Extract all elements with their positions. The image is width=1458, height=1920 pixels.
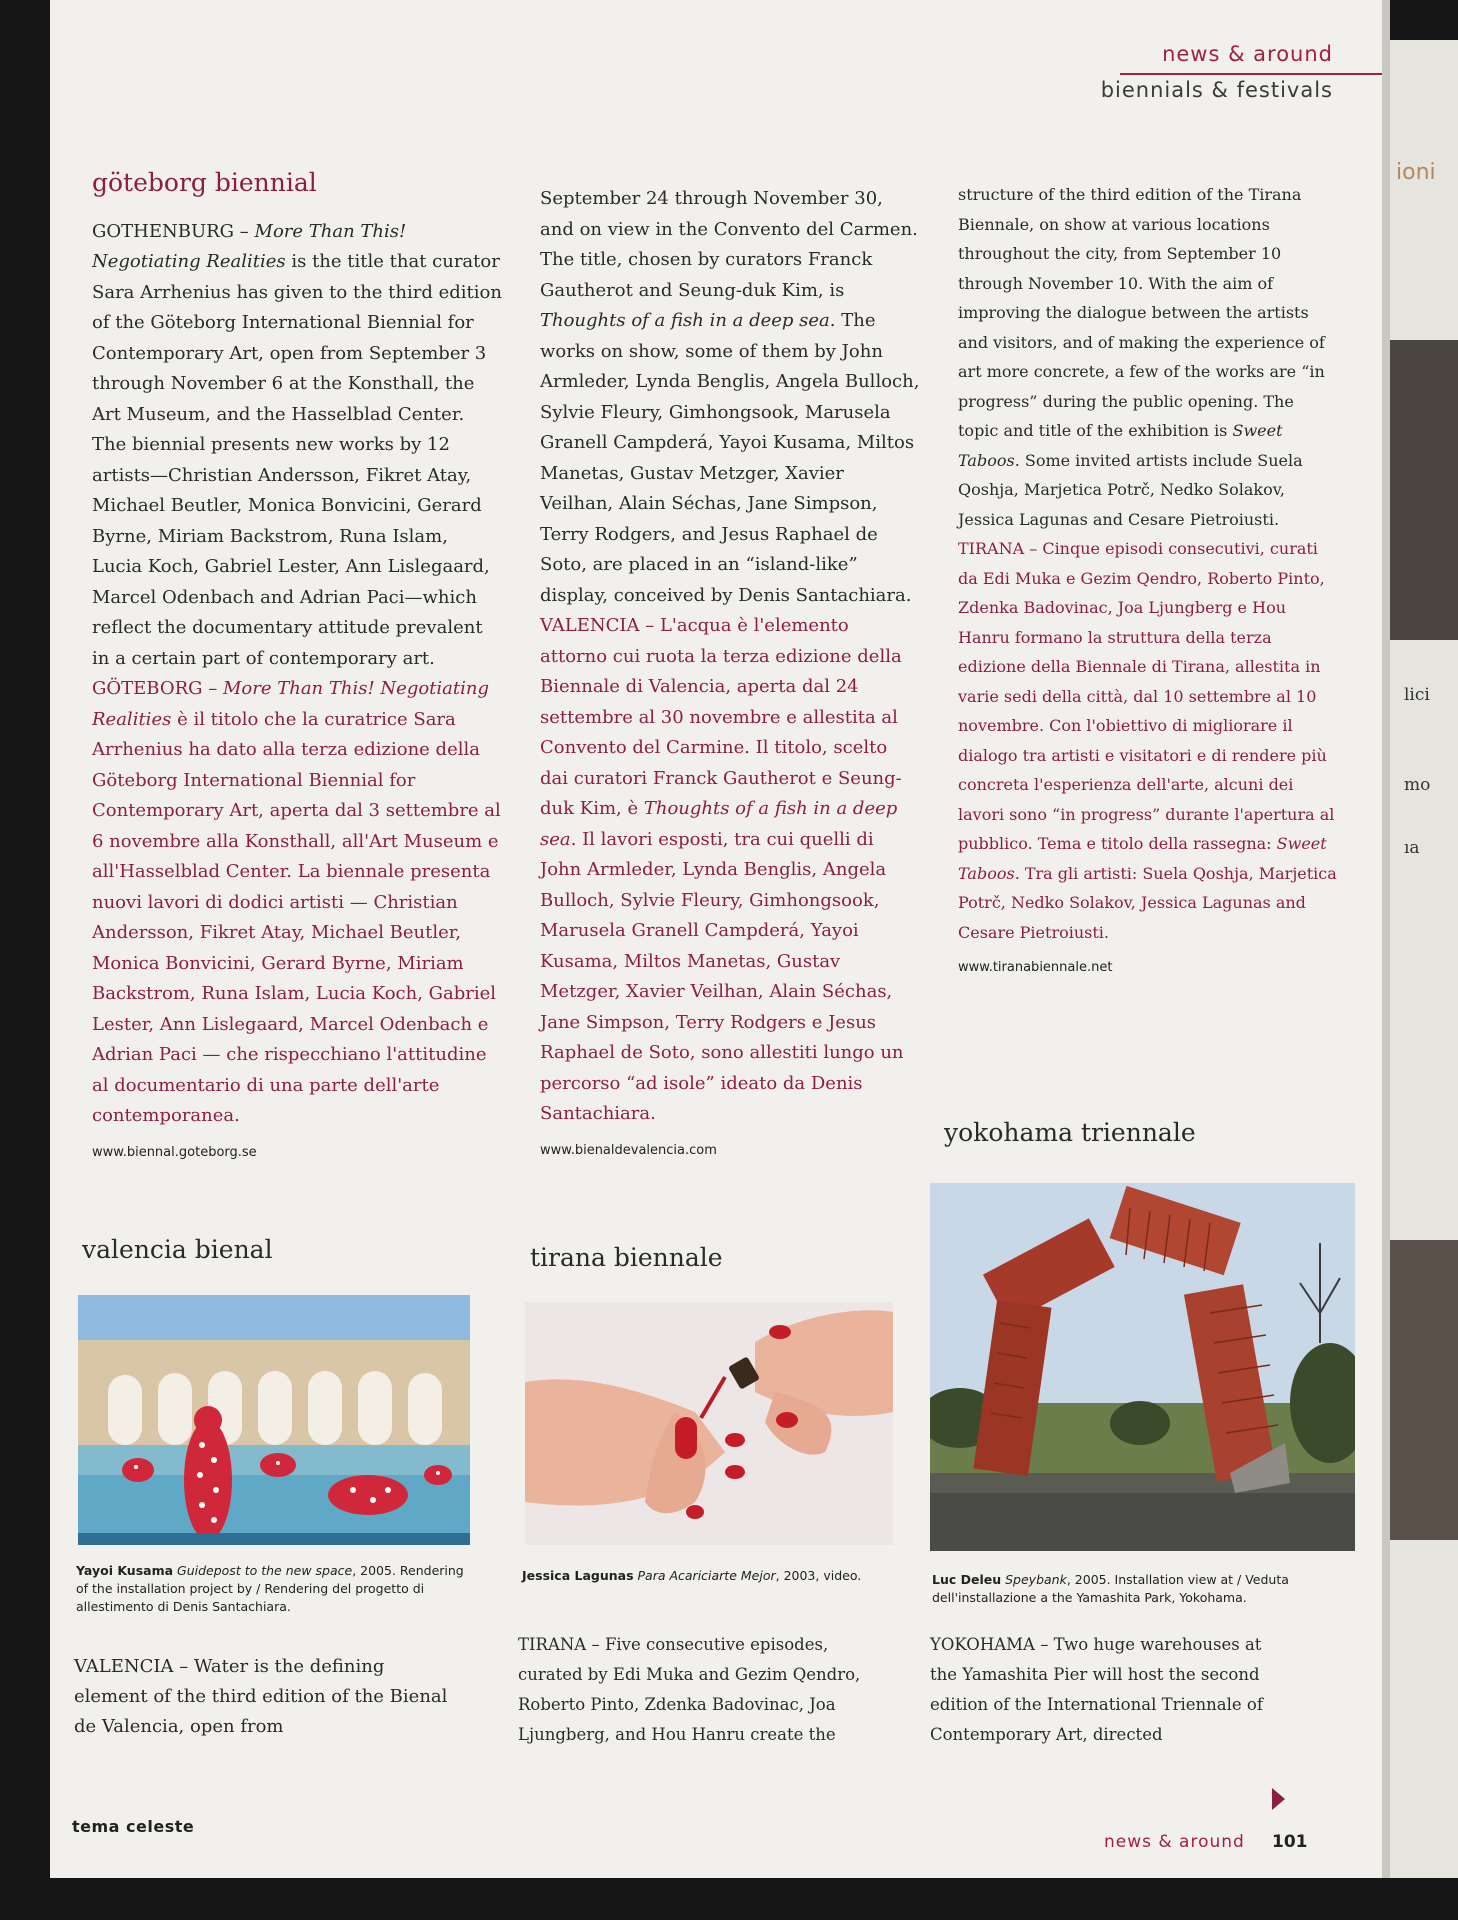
tirana-photo [525,1302,893,1545]
background-edge [0,1878,1458,1920]
body-valencia: VALENCIA – Water is the defining element of the third edition of the Bienal de Valencia, open from [74,1656,448,1737]
section-title-goteborg: göteborg biennial [92,168,317,197]
speybank-installation-image [930,1183,1355,1551]
website-link[interactable]: www.tiranabiennale.net [958,960,1113,975]
column-valencia [540,184,920,1166]
english-text: structure of the third edition of the Tirana Biennale, on show at various locations throughout the city, from September 10 through November 10. With the aim of improving the dialogue between the artists and visitors, and of making the experience of art more concrete, a few of the works are “in progress” during the public opening. The topic and title of the exhibition is Sweet Taboos. Some invited artists include Suela Qoshja, Marjetica Potrč, Nedko Solakov, Jessica Lagunas and Cesare Pietroiusti. [958,185,1325,529]
magazine-name: tema celeste [72,1817,195,1836]
adjacent-page-fragment: lici [1404,685,1430,705]
adjacent-page-fragment: mo [1404,775,1431,795]
adjacent-page-image [1384,1240,1458,1540]
section-title-valencia: valencia bienal [82,1235,273,1264]
column-goteborg [92,168,502,1168]
website-link[interactable]: www.biennal.goteborg.se [92,1144,257,1160]
section-title-yokohama: yokohama triennale [944,1118,1196,1147]
header-subsection: biennials & festivals [1100,78,1333,102]
yokohama-photo [930,1183,1355,1551]
website-link[interactable]: www.bienaldevalencia.com [540,1142,717,1158]
section-title-tirana: tirana biennale [530,1243,723,1272]
body-tirana: TIRANA – Five consecutive episodes, curated by Edi Muka and Gezim Qendro, Roberto Pinto, Zdenka Badovinac, Joa Ljungberg, and Hou Hanru create the [518,1635,861,1744]
footer-section: news & around [1104,1832,1245,1852]
english-text: GOTHENBURG – More Than This! Negotiating Realities is the title that curator Sara Arrhenius has given to the third edition of the Göteborg International Biennial for Contemporary Art, open from September 3 through November 6 at the Konsthall, the Art Museum, and the Hasselblad Center. The biennial presents new works by 12 artists—Christian Andersson, Fikret Atay, Michael Beutler, Monica Bonvicini, Gerard Byrne, Miriam Backstrom, Runa Islam, Lucia Koch, Gabriel Lester, Ann Lislegaard, Marcel Odenbach and Adrian Paci—which reflect the documentary attitude prevalent in a certain part of contemporary art. [92,220,502,669]
header-rule [1120,73,1382,75]
valencia-photo [78,1295,470,1545]
adjacent-page-fragment: ıa [1404,838,1420,858]
page-number: 101 [1272,1832,1308,1852]
adjacent-page [1382,40,1458,1900]
header-section: news & around [1162,42,1333,66]
english-text: September 24 through November 30, and on view in the Convento del Carmen. The title, chosen by curators Franck Gautherot and Seung-duk Kim, is Thoughts of a fish in a deep sea. The works on show, some of them by John Armleder, Lynda Benglis, Angela Bulloch, Sylvie Fleury, Gimhongsook, Marusela Granell Campderá, Yayoi Kusama, Miltos Manetas, Gustav Metzger, Xavier Veilhan, Alain Séchas, Jane Simpson, Terry Rodgers, and Jesus Raphael de Soto, are placed in an “island-like” display, conceived by Denis Santachiara. [540,188,920,606]
italian-text: TIRANA – Cinque episodi consecutivi, curati da Edi Muka e Gezim Qendro, Roberto Pinto, Zdenka Badovinac, Joa Ljungberg e Hou Hanru formano la struttura della terza edizione della Biennale di Tirana, allestita in varie sedi della città, dal 10 settembre al 10 novembre. Con l'obiettivo di migliorare il dialogo tra artisti e visitatori e di rendere più concreta l'esperienza dell'arte, alcuni dei lavori sono “in progress” durante l'apertura al pubblico. Tema e titolo della rassegna: Sweet Taboos. Tra gli artisti: Suela Qoshja, Marjetica Potrč, Nedko Solakov, Jessica Lagunas and Cesare Pietroiusti. [958,539,1337,942]
next-arrow-icon[interactable] [1272,1788,1285,1810]
adjacent-page-tab: ioni [1396,160,1436,185]
caption-tirana: Jessica Lagunas Para Acariciarte Mejor, 2003, video. [522,1568,862,1583]
body-yokohama: YOKOHAMA – Two huge warehouses at the Yamashita Pier will host the second edition of the International Triennale of Contemporary Art, directed [930,1635,1263,1744]
adjacent-page-image [1386,340,1458,640]
column-tirana [958,180,1338,983]
nail-polish-image [525,1302,893,1545]
caption-valencia: Yayoi Kusama Guidepost to the new space, 2005. Rendering of the installation project by / Rendering del progetto di allestimento di Denis Santachiara. [76,1563,464,1614]
caption-yokohama: Luc Deleu Speybank, 2005. Installation view at / Veduta dell'installazione a the Yamashita Park, Yokohama. [932,1572,1289,1605]
italian-text: GÖTEBORG – More Than This! Negotiating Realities è il titolo che la curatrice Sara Arrhenius ha dato alla terza edizione della Göteborg International Biennial for Contemporary Art, aperta dal 3 settembre al 6 novembre alla Konsthall, all'Art Museum e all'Hasselblad Center. La biennale presenta nuovi lavori di dodici artisti — Christian Andersson, Fikret Atay, Michael Beutler, Monica Bonvicini, Gerard Byrne, Miriam Backstrom, Runa Islam, Lucia Koch, Gabriel Lester, Ann Lislegaard, Marcel Odenbach e Adrian Paci — che rispecchiano l'attitudine al documentario di una parte dell'arte contemporanea. [92,678,501,1126]
kusama-installation-image [78,1295,470,1545]
italian-text: VALENCIA – L'acqua è l'elemento attorno cui ruota la terza edizione della Biennale di Valencia, aperta dal 24 settembre al 30 novembre e allestita al Convento del Carmine. Il titolo, scelto dai curatori Franck Gautherot e Seung-duk Kim, è Thoughts of a fish in a deep sea. Il lavori esposti, tra cui quelli di John Armleder, Lynda Benglis, Angela Bulloch, Sylvie Fleury, Gimhongsook, Marusela Granell Campderá, Yayoi Kusama, Miltos Manetas, Gustav Metzger, Xavier Veilhan, Alain Séchas, Jane Simpson, Terry Rodgers e Jesus Raphael de Soto, sono allestiti lungo un percorso “ad isole” ideato da Denis Santachiara. [540,615,904,1124]
